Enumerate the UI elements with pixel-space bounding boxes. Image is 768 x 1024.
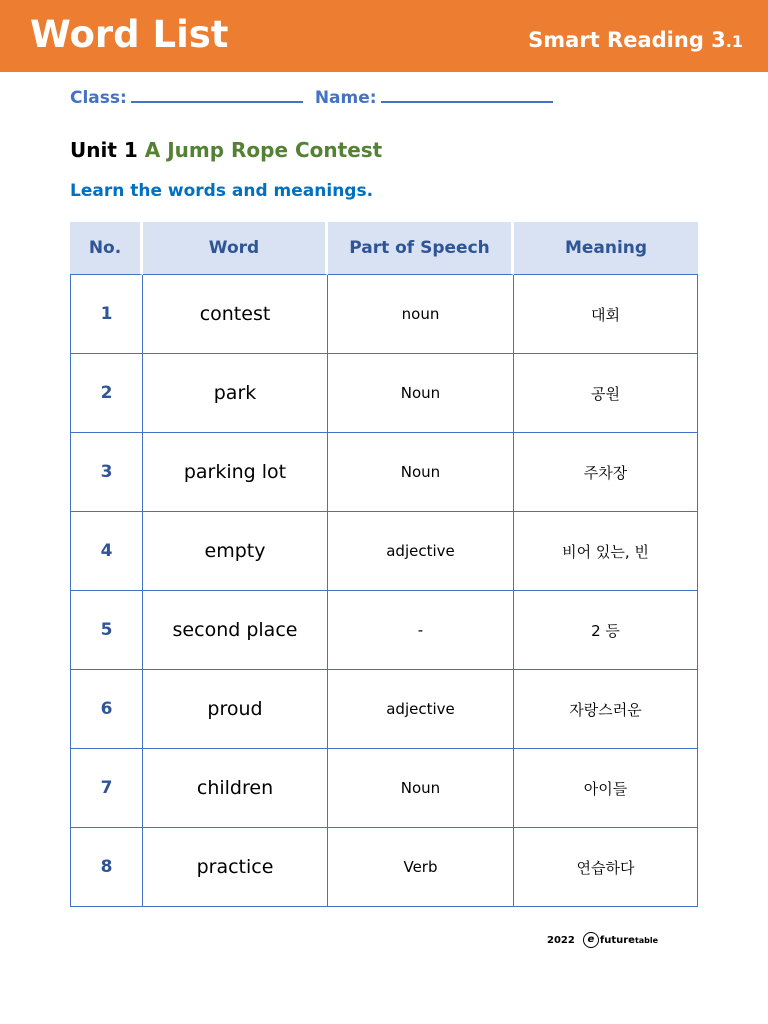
publisher-brand: future — [599, 934, 635, 946]
publisher-logo-icon: e — [583, 932, 599, 948]
row-part-of-speech: Verb — [328, 828, 514, 907]
row-word: practice — [143, 828, 328, 907]
series-name: Smart Reading 3 — [528, 28, 726, 52]
instruction-text: Learn the words and meanings. — [70, 181, 374, 201]
row-part-of-speech: adjective — [328, 512, 514, 591]
row-word: proud — [143, 670, 328, 749]
publisher-name — [600, 935, 658, 946]
unit-name: A Jump Rope Contest — [144, 138, 383, 162]
row-meaning: 연습하다 — [514, 828, 698, 907]
row-part-of-speech: - — [328, 591, 514, 670]
row-number: 7 — [70, 749, 143, 828]
row-word: empty — [143, 512, 328, 591]
row-meaning: 비어 있는, 빈 — [514, 512, 698, 591]
table-row — [70, 512, 698, 591]
row-number: 3 — [70, 433, 143, 512]
row-meaning: 공원 — [514, 354, 698, 433]
row-meaning: 자랑스러운 — [514, 670, 698, 749]
row-number: 2 — [70, 354, 143, 433]
row-part-of-speech: noun — [328, 275, 514, 354]
unit-label: Unit 1 — [70, 138, 138, 162]
header-part-of-speech: Part of Speech — [328, 222, 514, 275]
row-part-of-speech: adjective — [328, 670, 514, 749]
table-row — [70, 433, 698, 512]
class-label: Class: — [70, 88, 127, 108]
row-number: 8 — [70, 828, 143, 907]
series-volume: .1 — [725, 32, 743, 51]
table-row — [70, 749, 698, 828]
table-row — [70, 670, 698, 749]
row-part-of-speech: Noun — [328, 749, 514, 828]
table-row — [70, 275, 698, 354]
page-title: Word List — [30, 13, 229, 56]
row-meaning: 대회 — [514, 275, 698, 354]
word-table — [70, 222, 698, 907]
header-meaning: Meaning — [514, 222, 698, 275]
footer — [547, 932, 658, 948]
table-row — [70, 828, 698, 907]
table-row — [70, 354, 698, 433]
header-word: Word — [143, 222, 328, 275]
row-meaning: 아이들 — [514, 749, 698, 828]
student-info — [70, 86, 553, 108]
row-word: contest — [143, 275, 328, 354]
row-part-of-speech: Noun — [328, 433, 514, 512]
row-word: children — [143, 749, 328, 828]
row-number: 4 — [70, 512, 143, 591]
row-number: 5 — [70, 591, 143, 670]
row-meaning: 주차장 — [514, 433, 698, 512]
row-part-of-speech: Noun — [328, 354, 514, 433]
table-row — [70, 591, 698, 670]
row-word: park — [143, 354, 328, 433]
row-meaning: 2 등 — [514, 591, 698, 670]
row-number: 6 — [70, 670, 143, 749]
footer-year: 2022 — [547, 935, 575, 946]
table-header-row — [70, 222, 698, 275]
class-blank[interactable] — [131, 86, 303, 103]
unit-title — [70, 138, 382, 162]
publisher-brand-suffix: table — [634, 935, 659, 945]
series-title — [528, 26, 743, 56]
row-word: parking lot — [143, 433, 328, 512]
row-number: 1 — [70, 275, 143, 354]
header-banner — [0, 0, 768, 72]
row-word: second place — [143, 591, 328, 670]
header-no: No. — [70, 222, 143, 275]
name-label: Name: — [314, 88, 377, 108]
name-blank[interactable] — [381, 86, 553, 103]
